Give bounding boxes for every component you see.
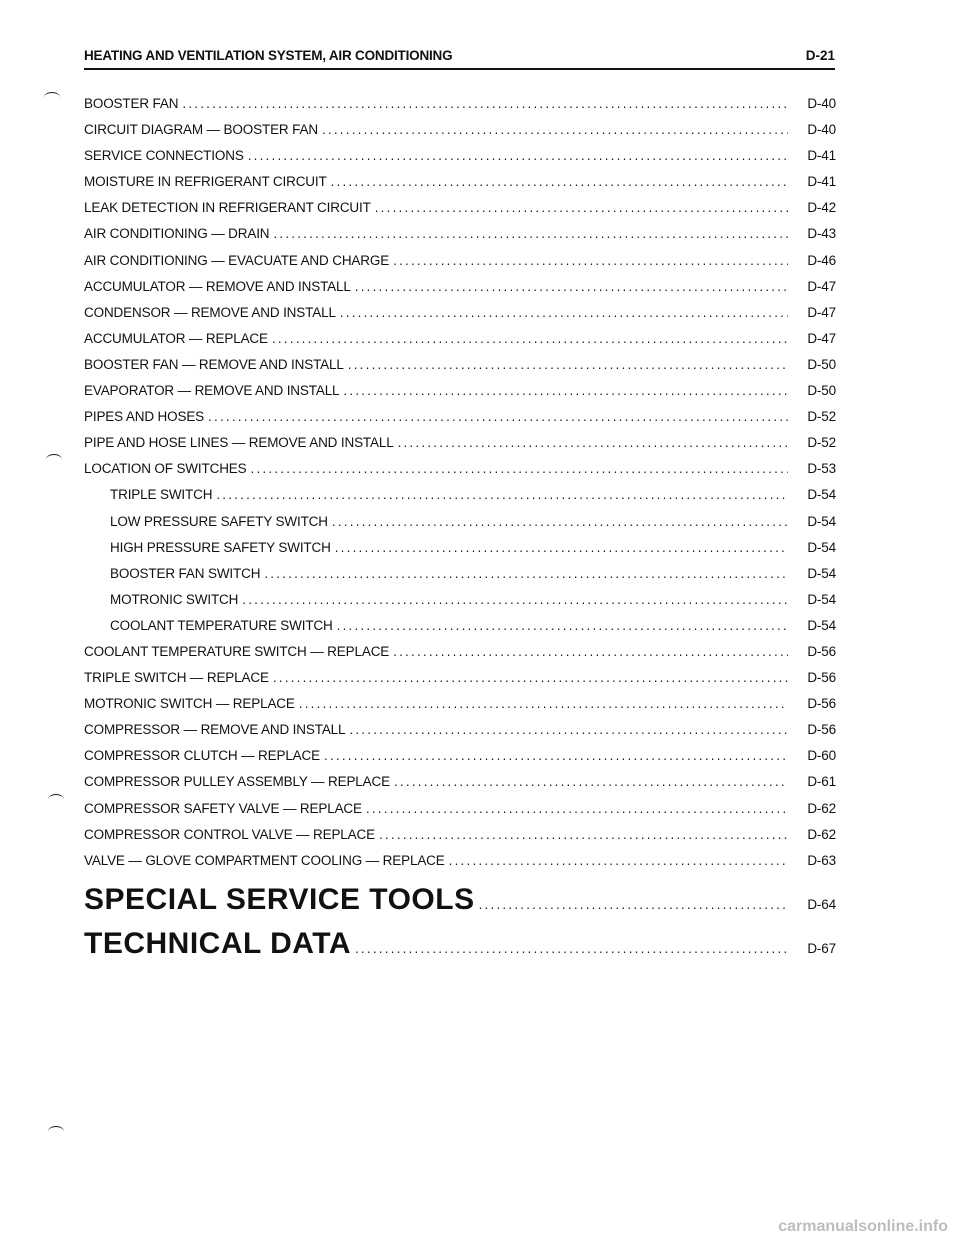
toc-entry-page: D-62 xyxy=(807,800,836,816)
margin-mark xyxy=(48,794,64,805)
dot-leader xyxy=(332,514,788,529)
dot-leader xyxy=(337,618,788,633)
toc-entry-page: D-47 xyxy=(807,304,836,320)
header-page-number: D-21 xyxy=(805,48,835,63)
toc-entry-page: D-54 xyxy=(807,591,836,607)
dot-leader xyxy=(343,383,788,398)
toc-entry[interactable] xyxy=(84,722,836,748)
toc-entry[interactable] xyxy=(84,305,836,331)
toc-entry[interactable] xyxy=(84,774,836,800)
toc-entry-title: COMPRESSOR SAFETY VALVE — REPLACE xyxy=(84,800,362,816)
dot-leader xyxy=(366,801,788,816)
page-header xyxy=(84,44,835,70)
toc-entry-page: D-60 xyxy=(807,748,836,764)
watermark: carmanualsonline.info xyxy=(778,1218,948,1235)
toc-entry[interactable] xyxy=(84,461,836,487)
toc-entry-page: D-40 xyxy=(807,122,836,138)
dot-leader xyxy=(349,722,788,737)
toc-subentry[interactable] xyxy=(84,514,836,540)
toc-entry-page: D-67 xyxy=(807,940,836,956)
dot-leader xyxy=(331,174,788,189)
dot-leader xyxy=(216,487,788,502)
toc-subentry[interactable] xyxy=(84,592,836,618)
toc-entry-page: D-54 xyxy=(807,617,836,633)
toc-entry-title: COMPRESSOR PULLEY ASSEMBLY — REPLACE xyxy=(84,774,390,790)
toc-entry-title: AIR CONDITIONING — DRAIN xyxy=(84,226,270,242)
toc-section-heading[interactable] xyxy=(84,927,836,967)
toc-entry-title: LOW PRESSURE SAFETY SWITCH xyxy=(110,513,328,529)
toc-entry-title: BOOSTER FAN — REMOVE AND INSTALL xyxy=(84,356,344,372)
toc-section-title: TECHNICAL DATA xyxy=(84,926,351,960)
toc-entry[interactable] xyxy=(84,435,836,461)
dot-leader xyxy=(449,853,788,868)
toc-entry-title: VALVE — GLOVE COMPARTMENT COOLING — REPLACE xyxy=(84,852,445,868)
toc-entry[interactable] xyxy=(84,409,836,435)
toc-entry-title: EVAPORATOR — REMOVE AND INSTALL xyxy=(84,383,340,399)
toc-subentry[interactable] xyxy=(84,540,836,566)
toc-entry[interactable] xyxy=(84,279,836,305)
toc-entry-title: COMPRESSOR CONTROL VALVE — REPLACE xyxy=(84,826,375,842)
dot-leader xyxy=(299,696,788,711)
toc-entry-page: D-56 xyxy=(807,722,836,738)
toc-entry[interactable] xyxy=(84,670,836,696)
dot-leader xyxy=(393,644,788,659)
toc-entry-title: COOLANT TEMPERATURE SWITCH — REPLACE xyxy=(84,643,390,659)
toc-entry-page: D-54 xyxy=(807,487,836,503)
toc-entry-title: LOCATION OF SWITCHES xyxy=(84,461,247,477)
margin-mark xyxy=(48,1126,64,1137)
toc-entry-title: TRIPLE SWITCH xyxy=(110,487,213,503)
toc-entry-page: D-62 xyxy=(807,826,836,842)
toc-section-title: SPECIAL SERVICE TOOLS xyxy=(84,882,475,916)
dot-leader xyxy=(393,253,788,268)
toc-entry-page: D-56 xyxy=(807,696,836,712)
toc-entry-page: D-41 xyxy=(807,148,836,164)
dot-leader xyxy=(398,435,788,450)
toc-entry-title: COOLANT TEMPERATURE SWITCH xyxy=(110,617,333,633)
toc-entry-page: D-54 xyxy=(807,539,836,555)
toc-entry-title: PIPES AND HOSES xyxy=(84,409,205,425)
toc-subentry[interactable] xyxy=(84,566,836,592)
toc-entry[interactable] xyxy=(84,200,836,226)
toc-entry-page: D-64 xyxy=(807,896,836,912)
toc-entry[interactable] xyxy=(84,801,836,827)
dot-leader xyxy=(355,941,788,956)
toc-subentry[interactable] xyxy=(84,487,836,513)
toc-entry[interactable] xyxy=(84,748,836,774)
toc-entry[interactable] xyxy=(84,122,836,148)
header-title: HEATING AND VENTILATION SYSTEM, AIR CONDITIONING xyxy=(84,48,453,63)
toc-entry-page: D-52 xyxy=(807,409,836,425)
dot-leader xyxy=(273,226,788,241)
dot-leader xyxy=(324,748,788,763)
dot-leader xyxy=(479,897,788,912)
toc-entry-page: D-46 xyxy=(807,252,836,268)
toc-entry-title: ACCUMULATOR — REMOVE AND INSTALL xyxy=(84,278,351,294)
toc-entry-title: MOTRONIC SWITCH xyxy=(110,591,239,607)
margin-mark xyxy=(44,92,60,103)
toc-subentry[interactable] xyxy=(84,618,836,644)
toc-entry[interactable] xyxy=(84,357,836,383)
toc-entry-title: AIR CONDITIONING — EVACUATE AND CHARGE xyxy=(84,252,390,268)
toc-entry[interactable] xyxy=(84,383,836,409)
toc-entry-page: D-56 xyxy=(807,643,836,659)
toc-entry[interactable] xyxy=(84,96,836,122)
toc-entry-page: D-61 xyxy=(807,774,836,790)
toc-entry-page: D-50 xyxy=(807,383,836,399)
toc-entry-title: PIPE AND HOSE LINES — REMOVE AND INSTALL xyxy=(84,435,394,451)
toc-entry-title: LEAK DETECTION IN REFRIGERANT CIRCUIT xyxy=(84,200,371,216)
toc-entry[interactable] xyxy=(84,331,836,357)
toc-entry[interactable] xyxy=(84,827,836,853)
toc-entry-title: CIRCUIT DIAGRAM — BOOSTER FAN xyxy=(84,122,318,138)
dot-leader xyxy=(272,331,788,346)
dot-leader xyxy=(273,670,788,685)
toc-entry-page: D-63 xyxy=(807,852,836,868)
toc-entry-title: COMPRESSOR CLUTCH — REPLACE xyxy=(84,748,320,764)
toc-entry-page: D-54 xyxy=(807,565,836,581)
dot-leader xyxy=(379,827,788,842)
toc-entry[interactable] xyxy=(84,853,836,879)
toc-entry-title: HIGH PRESSURE SAFETY SWITCH xyxy=(110,539,331,555)
toc-entry-title: BOOSTER FAN SWITCH xyxy=(110,565,261,581)
toc-entry-title: CONDENSOR — REMOVE AND INSTALL xyxy=(84,304,336,320)
toc-entry-page: D-50 xyxy=(807,356,836,372)
dot-leader xyxy=(208,409,788,424)
toc-entry[interactable] xyxy=(84,148,836,174)
toc-entry-page: D-47 xyxy=(807,278,836,294)
toc-entry[interactable] xyxy=(84,174,836,200)
toc-entry-title: TRIPLE SWITCH — REPLACE xyxy=(84,670,269,686)
toc-entry-title: ACCUMULATOR — REPLACE xyxy=(84,330,268,346)
toc-entry-page: D-40 xyxy=(807,96,836,111)
toc-entry[interactable] xyxy=(84,696,836,722)
toc-entry-page: D-42 xyxy=(807,200,836,216)
dot-leader xyxy=(348,357,788,372)
dot-leader xyxy=(264,566,788,581)
table-of-contents xyxy=(84,96,836,967)
toc-entry-title: COMPRESSOR — REMOVE AND INSTALL xyxy=(84,722,346,738)
dot-leader xyxy=(322,122,788,137)
toc-entry-page: D-53 xyxy=(807,461,836,477)
dot-leader xyxy=(251,461,788,476)
toc-entry-title: BOOSTER FAN xyxy=(84,96,179,111)
dot-leader xyxy=(182,96,788,111)
dot-leader xyxy=(375,200,788,215)
dot-leader xyxy=(242,592,788,607)
toc-entry-page: D-56 xyxy=(807,670,836,686)
toc-entry-page: D-54 xyxy=(807,513,836,529)
toc-entry[interactable] xyxy=(84,644,836,670)
toc-entry-title: MOTRONIC SWITCH — REPLACE xyxy=(84,696,295,712)
toc-entry-page: D-52 xyxy=(807,435,836,451)
toc-entry[interactable] xyxy=(84,253,836,279)
toc-entry-page: D-41 xyxy=(807,174,836,190)
dot-leader xyxy=(355,279,788,294)
dot-leader xyxy=(340,305,788,320)
toc-entry-title: SERVICE CONNECTIONS xyxy=(84,148,244,164)
dot-leader xyxy=(248,148,788,163)
toc-entry-page: D-43 xyxy=(807,226,836,242)
toc-entry-page: D-47 xyxy=(807,330,836,346)
dot-leader xyxy=(394,774,788,789)
toc-entry[interactable] xyxy=(84,226,836,252)
dot-leader xyxy=(335,540,788,555)
toc-section-heading[interactable] xyxy=(84,883,836,923)
toc-entry-title: MOISTURE IN REFRIGERANT CIRCUIT xyxy=(84,174,327,190)
margin-mark xyxy=(46,454,62,465)
